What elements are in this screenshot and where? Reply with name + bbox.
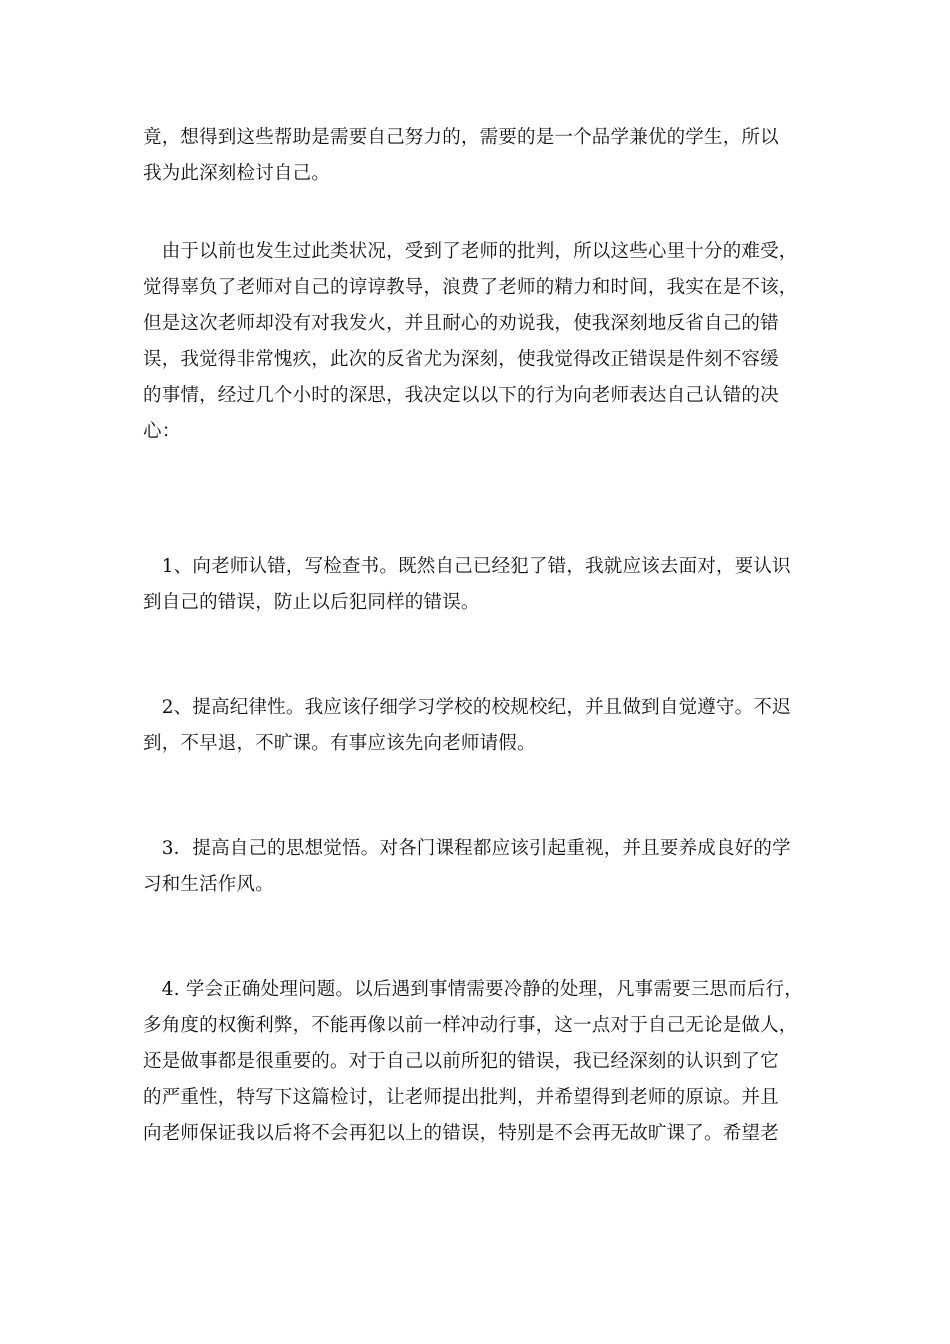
paragraph-item-1 [143,549,815,621]
text-line: 3．提高自己的思想觉悟。对各门课程都应该引起重视，并且要养成良好的学 [143,838,791,859]
text-line: 还是做事都是很重要的。对于自己以前所犯的错误，我已经深刻的认识到了它 [143,1051,779,1072]
text-line: 到，不早退，不旷课。有事应该先向老师请假。 [143,733,536,754]
text-line: 竟，想得到这些帮助是需要自己努力的，需要的是一个品学兼优的学生，所以 [143,127,779,148]
text-line: 由于以前也发生过此类状况，受到了老师的批判，所以这些心里十分的难受， [143,241,798,262]
text-line: 到自己的错误，防止以后犯同样的错误。 [143,592,480,613]
paragraph-item-4 [143,972,815,1152]
text-line: 多角度的权衡利弊，不能再像以前一样冲动行事，这一点对于自己无论是做人， [143,1015,798,1036]
text-line: 的事情，经过几个小时的深思，我决定以以下的行为向老师表达自己认错的决 [143,385,779,406]
text-line: 的严重性，特写下这篇检讨，让老师提出批判，并希望得到老师的原谅。并且 [143,1087,779,1108]
paragraph-item-3 [143,831,815,903]
text-line: 向老师保证我以后将不会再犯以上的错误，特别是不会再无故旷课了。希望老 [143,1123,779,1144]
text-line: 2、提高纪律性。我应该仔细学习学校的校规校纪，并且做到自觉遵守。不迟 [143,697,791,718]
text-line: 4. 学会正确处理问题。以后遇到事情需要冷静的处理，凡事需要三思而后行， [143,979,803,1000]
text-line: 1、向老师认错，写检查书。既然自己已经犯了错，我就应该去面对，要认识 [143,556,791,577]
text-line: 但是这次老师却没有对我发火，并且耐心的劝说我，使我深刻地反省自己的错 [143,313,779,334]
text-line: 心： [143,421,181,442]
paragraph-item-2 [143,690,815,762]
text-line: 误，我觉得非常愧疚，此次的反省尤为深刻，使我觉得改正错误是件刻不容缓 [143,349,779,370]
paragraph-reflection [143,234,815,450]
text-line: 觉得辜负了老师对自己的谆谆教导，浪费了老师的精力和时间，我实在是不该， [143,277,798,298]
text-line: 习和生活作风。 [143,874,274,895]
text-line: 我为此深刻检讨自己。 [143,163,331,184]
paragraph-intro-continuation [143,120,815,192]
